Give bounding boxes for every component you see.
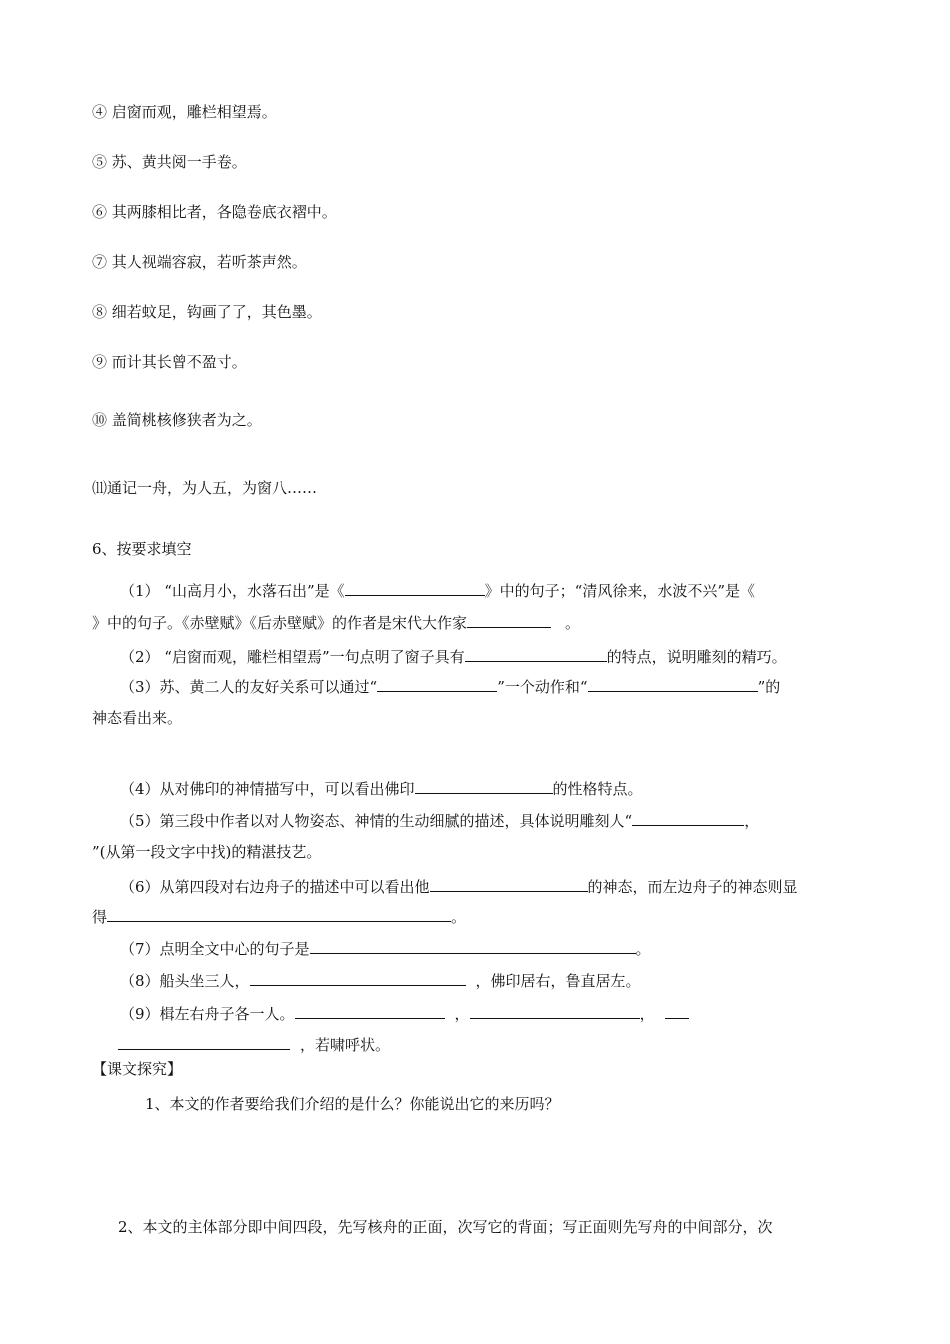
q3-text-a: （3）苏、黄二人的友好关系可以通过“ [120, 678, 378, 696]
inquiry-heading: 【课文探究】 [92, 1060, 183, 1078]
q5-text-a: （5）第三段中作者以对人物姿态、神情的生动细腻的描述，具体说明雕刻人“ [120, 812, 633, 830]
q9-blank-2[interactable] [470, 1003, 640, 1019]
q2-text-a: （2） “启窗而观，雕栏相望焉”一句点明了窗子具有 [120, 648, 465, 666]
q5-blank[interactable] [632, 810, 744, 826]
question-2 [120, 646, 787, 667]
q9-blank-4[interactable] [118, 1034, 290, 1050]
item-11: ⑾通记一舟，为人五，为窗八…… [92, 479, 318, 497]
q1-text-c: 》中的句子。《赤壁赋》《后赤壁赋》的作者是宋代大作家 [92, 614, 468, 632]
q1-text-d: 。 [565, 614, 581, 632]
q7-text-b: 。 [635, 940, 651, 958]
q1-text-b: 》中的句子；“清风徐来，水波不兴”是《 [484, 582, 755, 600]
q9-blank-1[interactable] [295, 1003, 445, 1019]
q1-blank-2[interactable] [467, 612, 551, 628]
inquiry-question-1: 1、本文的作者要给我们介绍的是什么？你能说出它的来历吗？ [145, 1095, 560, 1113]
item-9: ⑨ 而计其长曾不盈寸。 [92, 353, 247, 371]
question-5-line-2: ”(从第一段文字中找)的精湛技艺。 [92, 843, 322, 861]
question-9-line-1 [120, 1003, 689, 1024]
q9-text-c: ， [639, 1005, 655, 1023]
question-5-line-1 [120, 810, 759, 831]
q8-text-a: （8）船头坐三人， [120, 972, 250, 990]
question-3-line-2: 神态看出来。 [92, 709, 183, 727]
item-6: ⑥ 其两膝相比者，各隐卷底衣褶中。 [92, 203, 337, 221]
q9-text-d: ，若啸呼状。 [300, 1036, 391, 1054]
question-4 [120, 778, 643, 799]
section-6-heading: 6、按要求填空 [92, 540, 192, 558]
q3-text-c: ”的 [757, 678, 781, 696]
q9-text-b: ， [454, 1005, 470, 1023]
q5-text-b: ， [744, 812, 760, 830]
q6-text-b: 的神态，而左边舟子的神态则显 [587, 878, 798, 896]
q9-blank-3[interactable] [665, 1003, 689, 1019]
question-7 [120, 938, 651, 959]
q6-blank-1[interactable] [430, 876, 588, 892]
q7-blank[interactable] [310, 938, 636, 954]
item-8: ⑧ 细若蚊足，钩画了了，其色墨。 [92, 303, 322, 321]
q4-blank[interactable] [415, 778, 553, 794]
q4-text-a: （4）从对佛印的神情描写中，可以看出佛印 [120, 780, 415, 798]
q1-blank-1[interactable] [345, 580, 485, 596]
q6-blank-2[interactable] [107, 906, 451, 922]
question-8 [120, 970, 641, 991]
q3-blank-2[interactable] [588, 676, 758, 692]
inquiry-question-2: 2、本文的主体部分即中间四段，先写核舟的正面，次写它的背面；写正面则先写舟的中间部分，次 [118, 1218, 773, 1236]
question-6-line-1 [120, 876, 798, 897]
question-9-line-2 [118, 1034, 390, 1055]
item-5: ⑤ 苏、黄共阅一手卷。 [92, 153, 247, 171]
q6-text-a: （6）从第四段对右边舟子的描述中可以看出他 [120, 878, 430, 896]
q4-text-b: 的性格特点。 [552, 780, 643, 798]
q6-text-d: 。 [451, 908, 467, 926]
question-1-line-2 [92, 612, 580, 633]
q8-text-b: ，佛印居右，鲁直居左。 [475, 972, 641, 990]
question-1-line-1 [120, 580, 755, 601]
item-4: ④ 启窗而观，雕栏相望焉。 [92, 103, 277, 121]
q3-text-b: ”一个动作和“ [497, 678, 588, 696]
q6-text-c: 得 [92, 908, 108, 926]
q2-blank[interactable] [465, 646, 607, 662]
q3-blank-1[interactable] [377, 676, 497, 692]
q1-text-a: （1） “山高月小，水落石出”是《 [120, 582, 345, 600]
q2-text-b: 的特点，说明雕刻的精巧。 [606, 648, 787, 666]
item-10: ⑩ 盖简桃核修狭者为之。 [92, 411, 262, 429]
question-3-line-1 [120, 676, 780, 697]
q7-text-a: （7）点明全文中心的句子是 [120, 940, 310, 958]
question-6-line-2 [92, 906, 466, 927]
q9-text-a: （9）楫左右舟子各一人。 [120, 1005, 295, 1023]
item-7: ⑦ 其人视端容寂，若听茶声然。 [92, 253, 307, 271]
q8-blank[interactable] [250, 970, 466, 986]
